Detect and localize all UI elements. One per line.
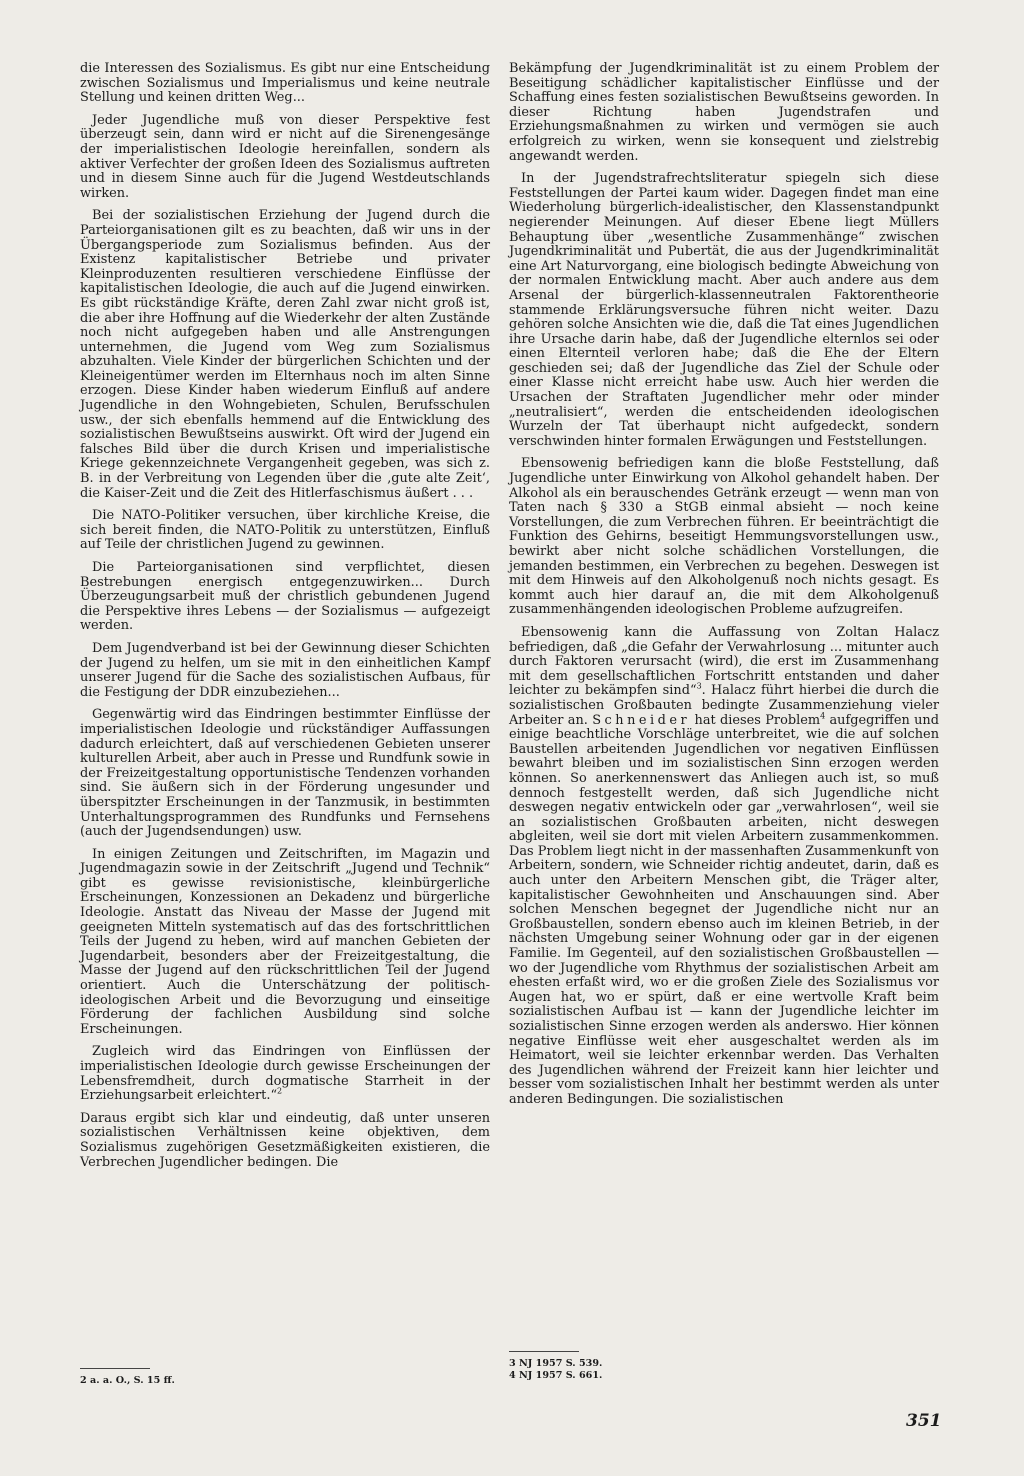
paragraph-text: hat dieses Problem — [694, 712, 821, 728]
quote-paragraph-end — [80, 1045, 490, 1103]
footnotes-left — [80, 1368, 490, 1387]
paragraph: In der Jugendstrafrechtsliteratur spiegeln sich diese Feststellungen der Partei kaum wider. Dagegen findet man eine Wiederholung bürgerlich-idealistischer, den Klassenstandpunkt negierender Meinungen. Auf dieser Ebene liegt Müllers Behauptung über „wesentliche Zusammenhänge“ zwischen Jugendkriminalität und Pubertät, die aus der Jugendkriminalität eine Art Naturvorgang, eine biologisch bedingte Abweichung von der normalen Entwicklung macht. Aber auch andere aus dem Arsenal der bürgerlich-klassenneutralen Faktorentheorie stammende Erklärungsversuche führen nicht weiter. Dazu gehören solche Ansichten wie die, daß die Tat eines Jugendlichen ihre Ursache darin habe, daß der Jugendliche elternlos sei oder einen Elternteil verloren habe; daß die Ehe der Eltern geschieden sei; daß der Jugendliche das Ziel der Schule oder einer Klasse nicht erreicht habe usw. Auch hier werden die Ursachen der Straftaten Jugendlicher mehr oder minder „neutralisiert“, werden die entscheidenden ideologischen Wurzeln der Tat überhaupt nicht aufgedeckt, sondern verschwinden hinter formalen Erwägungen und Feststellungen. — [509, 171, 939, 449]
paragraph-text: . Halacz führt hierbei die durch die sozialistischen Großbauten bedingte Zusammenziehung vieler Arbeiter an. — [509, 683, 939, 728]
footnote: 3 NJ 1957 S. 539. — [509, 1358, 603, 1369]
paragraph: Ebensowenig befriedigen kann die bloße Feststellung, daß Jugendliche unter Einwirkung von Alkohol gehandelt haben. Der Alkohol als ein berauschendes Getränk erzeugt — wenn man von Taten nach § 330 a StGB einmal absieht — noch keine Vorstellungen, die zum Verbrechen führen. Er beeinträchtigt die Funktion des Gehirns, beseitigt Hemmungsvorstellungen usw., bewirkt aber nicht solche schädlichen Vorstellungen, die jemanden bestimmen, ein Verbrechen zu begehen. Deswegen ist mit dem Hinweis auf den Alkoholgenuß noch nichts gesagt. Es kommt auch hier darauf an, die mit dem Alkoholgenuß zusammenhängenden ideologischen Probleme aufzugreifen. — [509, 456, 939, 618]
footnote: 4 NJ 1957 S. 661. — [509, 1369, 603, 1381]
footnote-rule — [509, 1351, 579, 1352]
paragraph: Gegenwärtig wird das Eindringen bestimmter Einflüsse der imperialistischen Ideologie und rückständiger Auffassungen dadurch erleichtert, daß auf verschiedenen Gebieten unserer kulturellen Arbeit, aber auch in Presse und Rundfunk sowie in der Freizeitgestaltung opportunistische Tendenzen vorhanden sind. Sie äußern sich in der Förderung ungesunder und überspitzter Erscheinungen in der Tanzmusik, in bestimmten Unterhaltungsprogrammen des Rundfunks und Fernsehens (auch der Jugendsendungen) usw. — [80, 707, 490, 840]
footnote-marker: 4 — [820, 711, 826, 721]
right-column — [509, 62, 939, 1116]
paragraph: Bekämpfung der Jugendkriminalität ist zu einem Problem der Beseitigung schädlicher kapitalistischer Einflüsse und der Schaffung eines festen sozialistischen Bewußtseins geworden. In dieser Richtung haben Jugendstrafen und Erziehungsmaßnahmen zu wirken und vermögen sie auch erfolgreich zu wirken, wenn sie konsequent und zielstrebig angewandt werden. — [509, 61, 939, 164]
footnote-rule — [80, 1368, 150, 1369]
author-name-spaced: Schneider — [592, 712, 691, 728]
paragraph: Jeder Jugendliche muß von dieser Perspektive fest überzeugt sein, dann wird er nicht auf die Sirenengesänge der imperialistischen Ideologie hereinfallen, sondern als aktiver Verfechter der großen Ideen des Sozialismus auftreten und in diesem Sinne auch für die Jugend Westdeutschlands wirken. — [80, 112, 490, 201]
paragraph-text: Ebensowenig kann die Auffassung von Zoltan Halacz befriedigen, daß „die Gefahr der Verwahrlosung ... mitunter auch durch Faktoren verursacht (wird), die erst im Zusammenhang mit dem gesellschaftlichen Fortschritt entstanden und daher leichter zu bekämpfen sind“ — [509, 624, 939, 699]
paragraph: Die NATO-Politiker versuchen, über kirchliche Kreise, die sich bereit finden, die NATO-Politik zu unterstützen, Einfluß auf Teile der christlichen Jugend zu gewinnen. — [80, 508, 490, 553]
page-number: 351 — [906, 1411, 942, 1431]
paragraph: Die Parteiorganisationen sind verpflichtet, diesen Bestrebungen energisch entgegenzuwirken... Durch Überzeugungsarbeit muß der christlich gebundenen Jugend die Perspektive ihres Lebens — der Sozialismus — aufgezeigt werden. — [80, 560, 490, 634]
footnote-marker: 2 — [277, 1086, 283, 1096]
paragraph: Daraus ergibt sich klar und eindeutig, daß unter unseren sozialistischen Verhältnissen keine objektiven, dem Sozialismus zugehörigen Gesetzmäßigkeiten existieren, die Verbrechen Jugendlicher bedingen. Die — [80, 1110, 490, 1170]
footnote: 2 a. a. O., S. 15 ff. — [80, 1375, 175, 1386]
paragraph: Bei der sozialistischen Erziehung der Jugend durch die Parteiorganisationen gilt es zu beachten, daß wir uns in der Übergangsperiode zum Sozialismus befinden. Aus der Existenz kapitalistischer Betriebe und privater Kleinproduzenten resultieren verschiedene Einflüsse der kapitalistischen Ideologie, die auch auf die Jugend einwirken. Es gibt rückständige Kräfte, deren Zahl zwar nicht groß ist, die aber ihre Hoffnung auf die Wiederkehr der alten Zustände noch nicht aufgegeben haben und alle Anstrengungen unternehmen, die Jugend vom Weg zum Sozialismus abzuhalten. Viele Kinder der bürgerlichen Schichten und der Kleineigentümer werden im Elternhaus noch im alten Sinne erzogen. Diese Kinder haben wiederum Einfluß auf andere Jugendliche in den Wohngebieten, Schulen, Berufsschulen usw., der sich ebenfalls hemmend auf die Entwicklung des sozialistischen Bewußtseins auswirkt. Oft wird der Jugend ein falsches Bild über die durch Krisen und imperialistische Kriege gekennzeichnete Vergangenheit gegeben, was sich z. B. in der Verbreitung von Legenden über die ‚gute alte Zeit‘, die Kaiser-Zeit und die Zeit des Hitlerfaschismus äußert . . . — [80, 208, 490, 501]
footnote-marker: 3 — [696, 682, 702, 692]
footnotes-right — [509, 1351, 939, 1381]
paragraph: In einigen Zeitungen und Zeitschriften, im Magazin und Jugendmagazin sowie in der Zeitschrift „Jugend und Technik“ gibt es gewisse revisionistische, kleinbürgerliche Erscheinungen, Konzessionen an Dekadenz und bürgerliche Ideologie. Anstatt das Niveau der Masse der Jugend mit geeigneten Mitteln systematisch auf das des fortschrittlichen Teils der Jugend zu heben, wird auf manchen Gebieten der Jugendarbeit, besonders aber der Freizeitgestaltung, die Masse der Jugend auf den rückschrittlichen Teil der Jugend orientiert. Auch die Unterschätzung der politisch-ideologischen Arbeit und die Bevorzugung und einseitige Förderung der fachlichen Ausbildung sind solche Erscheinungen. — [80, 846, 490, 1037]
paragraph: die Interessen des Sozialismus. Es gibt nur eine Entscheidung zwischen Sozialismus und Imperialismus und keine neutrale Stellung und keinen dritten Weg... — [80, 61, 490, 106]
paragraph: Dem Jugendverband ist bei der Gewinnung dieser Schichten der Jugend zu helfen, um sie mit in den einheitlichen Kampf unserer Jugend für die Sache des sozialistischen Aufbaus, für die Festigung der DDR einzubeziehen... — [80, 640, 490, 700]
paragraph-text: aufgegriffen und einige beachtliche Vorschläge unterbreitet, wie die auf solchen Baustellen arbeitenden Jugendlichen vor negativen Einflüssen bewahrt bleiben und im sozialistischen Sinn erzogen werden können. So anerkennenswert das Anliegen auch ist, so muß dennoch festgestellt werden, daß sich Jugendliche nicht deswegen negativ entwickeln oder gar „verwahrlosen“, weil sie an sozialistischen Großbauten arbeiten, nicht deswegen abgleiten, weil sie dort mit vielen Arbeitern zusammenkommen. Das Problem liegt nicht in der massenhaften Zusammenkunft von Arbeitern, sondern, wie Schneider richtig andeutet, darin, daß es auch unter den Arbeitern Menschen gibt, die Träger alter, kapitalistischer Gewohnheiten und Anschauungen sind. Aber solchen Menschen begegnet der Jugendliche nicht nur an Großbaustellen, sondern ebenso auch im kleinen Betrieb, in der nächsten Umgebung seiner Wohnung oder gar in der eigenen Familie. Im Gegenteil, auf den sozialistischen Großbaustellen — wo der Jugendliche vom Rhythmus der sozialistischen Arbeit am ehesten erfaßt wird, wo er die großen Ziele des Sozialismus vor Augen hat, wo er spürt, daß er eine wertvolle Kraft beim sozialistischen Aufbau ist — kann der Jugendliche leichter im sozialistischen Sinne erzogen werden als anderswo. Hier können negative Einflüsse weit eher ausgeschaltet werden als im Heimatort, weil sie leichter erkennbar werden. Das Verhalten des Jugendlichen während der Freizeit kann hier leichter und besser vom sozialistischen Inhalt her bestimmt werden als unter anderen Bedingungen. Die sozialistischen — [509, 712, 939, 1107]
left-column — [80, 62, 490, 1178]
halacz-schneider-paragraph — [509, 626, 939, 1108]
paragraph-text: Zugleich wird das Eindringen von Einflüssen der imperialistischen Ideologie durch gewisse Erscheinungen der Lebensfremdheit, durch dogmatische Starrheit in der Erziehungsarbeit erleichtert.“ — [80, 1044, 490, 1104]
